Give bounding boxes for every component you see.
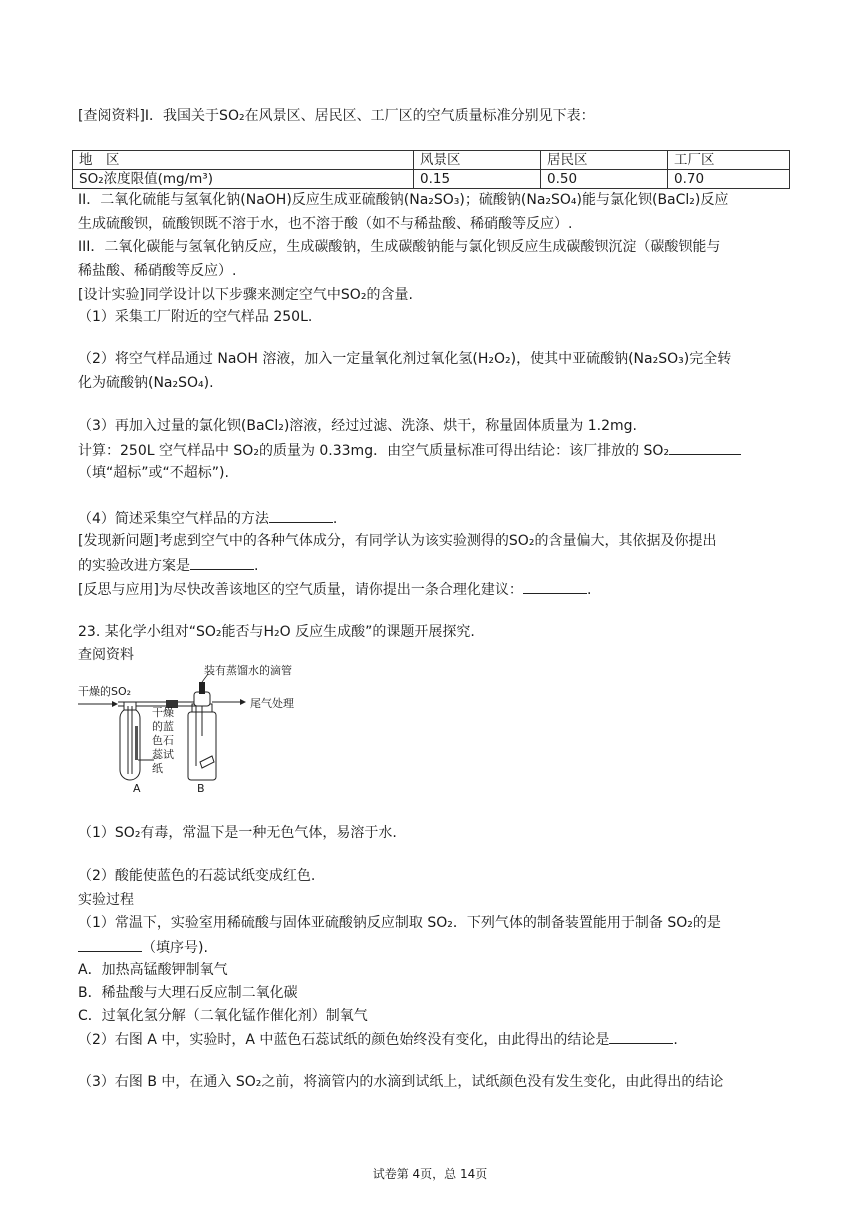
text-line: [发现新问题]考虑到空气中的各种气体成分，有同学认为该实验测得的SO₂的含量偏大，其依据及你提出 <box>78 533 717 549</box>
text-line <box>78 1029 798 1050</box>
text-span: （2）右图 A 中，实验时，A 中蓝色石蕊试纸的颜色始终没有变化，由此得出的结论是 <box>78 1032 610 1048</box>
figure-label-paper: 纸 <box>152 762 163 775</box>
punctuation: . <box>332 511 338 527</box>
text-line <box>78 508 798 529</box>
text-line: III．二氧化碳能与氢氧化钠反应，生成碳酸钠，生成碳酸钠能与氯化钡反应生成碳酸钡沉淀（碳酸钡能与 <box>78 239 721 255</box>
text-span: 的实验改进方案是 <box>78 558 190 574</box>
text-line: 化为硫酸钠(Na₂SO₄). <box>78 375 214 391</box>
answer-blank[interactable] <box>669 440 741 455</box>
text-line: （3）右图 B 中，在通入 SO₂之前，将滴管内的水滴到试纸上，试纸颜色没有发生变化，由此得出的结论 <box>78 1074 724 1090</box>
text-span: [反思与应用]为尽快改善该地区的空气质量，请你提出一条合理化建议： <box>78 582 523 598</box>
table-cell: 工厂区 <box>668 151 790 170</box>
text-line: （1）采集工厂附近的空气样品 250L. <box>78 309 313 325</box>
text-line: （2）酸能使蓝色的石蕊试纸变成红色. <box>78 868 316 884</box>
figure-label-a: A <box>133 782 141 795</box>
text-line <box>78 579 798 600</box>
option-c: C．过氧化氢分解（二氧化锰作催化剂）制氧气 <box>78 1008 368 1024</box>
answer-blank[interactable] <box>609 1029 673 1044</box>
so2-standard-table <box>72 150 790 189</box>
section-heading: 实验过程 <box>78 892 134 908</box>
text-line <box>78 937 798 958</box>
table-cell: SO₂浓度限值(mg/m³) <box>73 170 414 189</box>
text-line: 生成硫酸钡，硫酸钡既不溶于水，也不溶于酸（如不与稀盐酸、稀硝酸等反应）. <box>78 216 573 232</box>
text-span: 计算：250L 空气样品中 SO₂的质量为 0.33mg．由空气质量标准可得出结论：该厂排放的 SO₂ <box>78 443 670 459</box>
text-line: [查阅资料]I．我国关于SO₂在风景区、居民区、工厂区的空气质量标准分别见下表： <box>78 108 595 124</box>
text-line: （2）将空气样品通过 NaOH 溶液，加入一定量氧化剂过氧化氢(H₂O₂)，使其中亚硫酸钠(Na₂SO₃)完全转 <box>78 351 732 367</box>
punctuation: . <box>254 558 259 574</box>
table-cell: 0.15 <box>414 170 541 189</box>
text-line: （填“超标”或“不超标”). <box>78 465 229 481</box>
table-cell: 居民区 <box>541 151 668 170</box>
table-cell: 0.50 <box>541 170 668 189</box>
answer-blank[interactable] <box>78 937 142 952</box>
text-line: （1）SO₂有毒，常温下是一种无色气体，易溶于水. <box>78 825 397 841</box>
text-span: （4）简述采集空气样品的方法 <box>78 511 269 527</box>
section-heading: 查阅资料 <box>78 647 134 663</box>
apparatus-figure <box>78 666 318 796</box>
figure-label-b: B <box>197 782 205 795</box>
answer-blank[interactable] <box>190 555 254 570</box>
punctuation: . <box>586 582 592 598</box>
figure-label-inlet: 干燥的SO₂ <box>78 685 132 698</box>
answer-blank[interactable] <box>523 579 587 594</box>
figure-label-paper: 的蓝 <box>152 720 174 733</box>
option-a: A．加热高锰酸钾制氧气 <box>78 962 228 978</box>
punctuation: . <box>673 1032 678 1048</box>
text-line: 稀盐酸、稀硝酸等反应）. <box>78 263 237 279</box>
text-line: [设计实验]同学设计以下步骤来测定空气中SO₂的含量. <box>78 287 413 303</box>
table-cell: 地 区 <box>73 151 414 170</box>
figure-label-paper: 干燥 <box>152 706 174 719</box>
figure-label-paper: 蕊试 <box>152 748 174 761</box>
option-b: B．稀盐酸与大理石反应制二氧化碳 <box>78 985 298 1001</box>
table-row <box>73 151 790 170</box>
page-footer: 试卷第 4页，总 14页 <box>372 1167 488 1181</box>
text-line: （1）常温下，实验室用稀硫酸与固体亚硫酸钠反应制取 SO₂．下列气体的制备装置能用于制备 SO₂的是 <box>78 915 721 931</box>
figure-label-dropper: 装有蒸馏水的滴管 <box>204 664 292 677</box>
text-line <box>78 555 798 576</box>
text-line: （3）再加入过量的氯化钡(BaCl₂)溶液，经过过滤、洗涤、烘干，称量固体质量为 1.2mg. <box>78 418 637 434</box>
table-row <box>73 170 790 189</box>
table-cell: 0.70 <box>668 170 790 189</box>
text-line: II．二氧化硫能与氢氧化钠(NaOH)反应生成亚硫酸钠(Na₂SO₃)；硫酸钠(Na₂SO₄)能与氯化钡(BaCl₂)反应 <box>78 192 729 208</box>
answer-blank[interactable] <box>269 508 333 523</box>
figure-label-exhaust: 尾气处理 <box>250 697 294 710</box>
text-line <box>78 440 798 461</box>
figure-label-paper: 色石 <box>152 734 174 747</box>
table-cell: 风景区 <box>414 151 541 170</box>
text-span: （填序号). <box>142 940 208 956</box>
question-title: 23. 某化学小组对“SO₂能否与H₂O 反应生成酸”的课题开展探究. <box>78 624 475 640</box>
